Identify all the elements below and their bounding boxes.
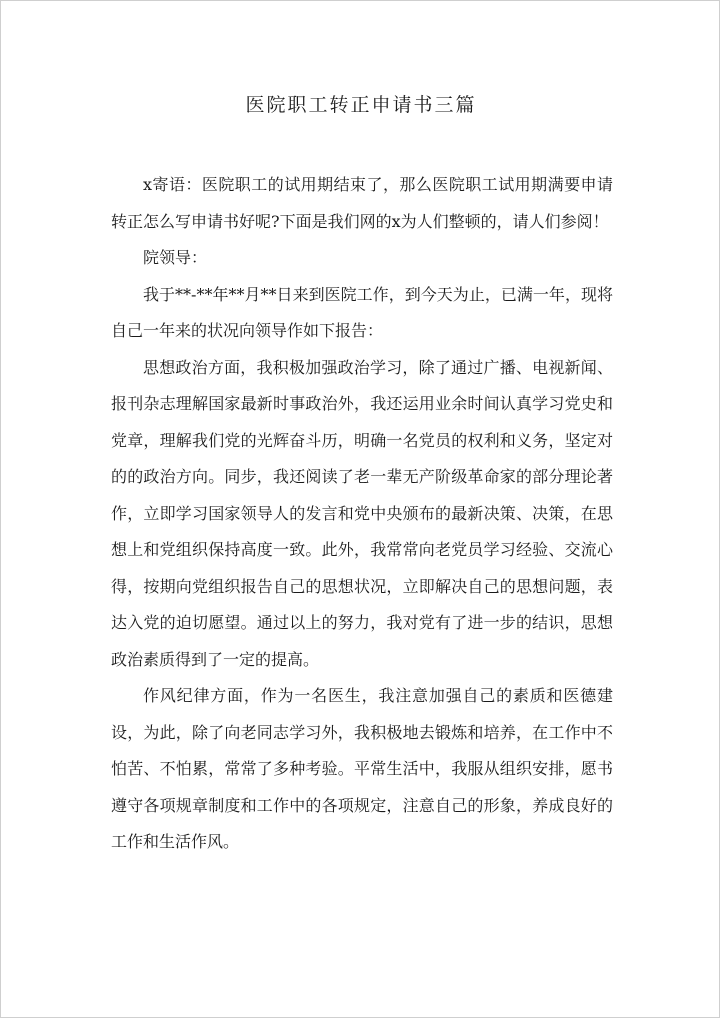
document-body xyxy=(111,167,613,861)
paragraph-salutation: 院领导： xyxy=(143,248,208,267)
paragraph-intro: x寄语：医院职工的试用期结束了，那么医院职工试用期满要申请转正怎么写申请书好呢?下面是我们网的x为人们整顿的，请人们参阅！ xyxy=(111,175,613,231)
paragraph-work-discipline: 作风纪律方面，作为一名医生，我注意加强自己的素质和医德建设，为此，除了向老同志学习外，我积极地去锻炼和培养，在工作中不怕苦、不怕累，常常了多种考验。平常生活中，我服从组织安排，愿书遵守各项规章制度和工作中的各项规定，注意自己的形象，养成良好的工作和生活作风。 xyxy=(111,686,613,851)
document-title: 医院职工转正申请书三篇 xyxy=(245,94,477,116)
paragraph-political-thought: 思想政治方面，我积极加强政治学习，除了通过广播、电视新闻、报刊杂志理解国家最新时事政治外，我还运用业余时间认真学习党史和党章，理解我们党的光辉奋斗历，明确一名党员的权利和义务，坚定对的的政治方向。同步，我还阅读了老一辈无产阶级革命家的部分理论著作，立即学习国家领导人的发言和党中央颁布的最新决策、决策，在思想上和党组织保持高度一致。此外，我常常向老党员学习经验、交流心得，按期向党组织报告自己的思想状况，立即解决自己的思想问题，表达入党的迫切愿望。通过以上的努力，我对党有了进一步的结识，思想政治素质得到了一定的提高。 xyxy=(111,357,613,669)
paragraph-opening: 我于**-**年**月**日来到医院工作，到今天为止，已满一年，现将自己一年来的状况向领导作如下报告： xyxy=(111,284,613,340)
